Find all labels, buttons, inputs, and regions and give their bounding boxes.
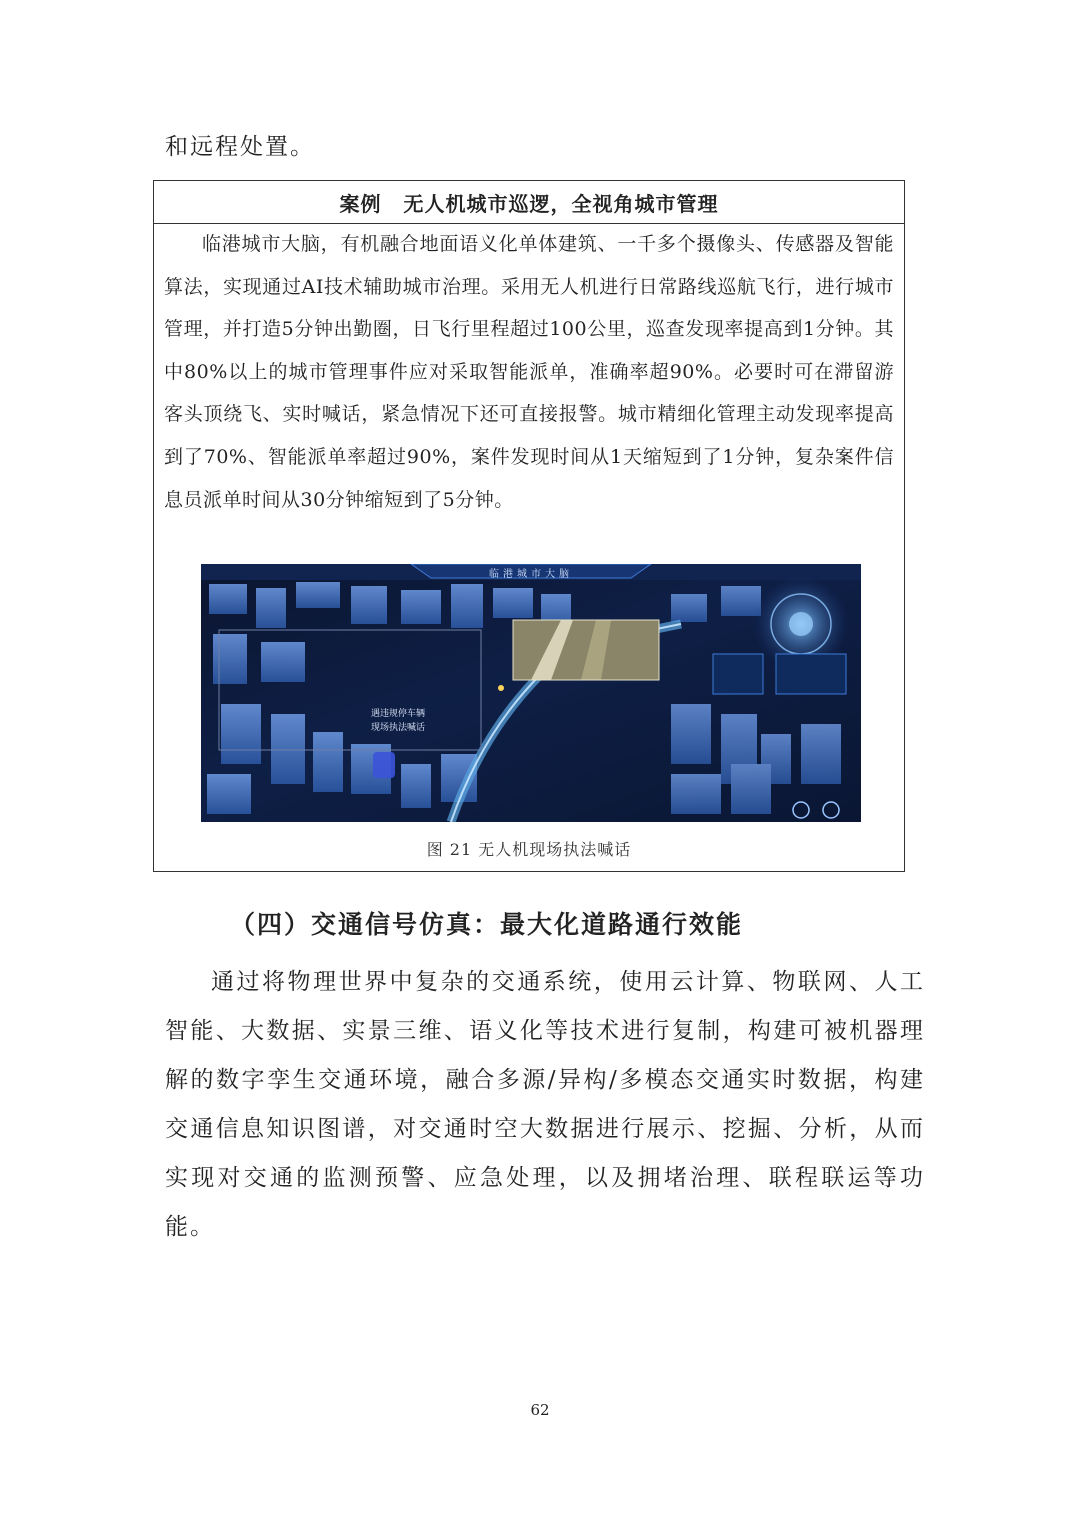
lead-text: 和远程处置。 xyxy=(165,134,315,160)
page-number: 62 xyxy=(530,1401,550,1419)
case-title: 无人机城市巡逻，全视角城市管理 xyxy=(403,191,719,216)
case-box xyxy=(153,180,905,872)
case-body: 临港城市大脑，有机融合地面语义化单体建筑、一千多个摄像头、传感器及智能算法，实现通过AI技术辅助城市治理。采用无人机进行日常路线巡航飞行，进行城市管理，并打造5分钟出勤圈，日飞行里程超过100公里，巡查发现率提高到1分钟。其中80%以上的城市管理事件应对采取智能派单，准确率超90%。必要时可在滞留游客头顶绕飞、实时喊话，紧急情况下还可直接报警。城市精细化管理主动发现率提高到了70%、智能派单率超过90%，案件发现时间从1天缩短到了1分钟，复杂案件信息员派单时间从30分钟缩短到了5分钟。 xyxy=(164,233,894,511)
case-title-row xyxy=(154,181,904,224)
city-scene-graphic xyxy=(201,564,861,822)
overlay-text-2: 现场执法喊话 xyxy=(371,723,426,733)
case-label: 案例 xyxy=(339,191,382,216)
section-heading: （四）交通信号仿真：最大化道路通行效能 xyxy=(230,910,744,939)
section-body: 通过将物理世界中复杂的交通系统，使用云计算、物联网、人工智能、大数据、实景三维、语义化等技术进行复制，构建可被机器理解的数字孪生交通环境，融合多源/异构/多模态交通实时数据，构建交通信息知识图谱，对交通时空大数据进行展示、挖掘、分析，从而实现对交通的监测预警、应急处理，以及拥堵治理、联程联运等功能。 xyxy=(165,969,925,1240)
screen-title: 临港城市大脑 xyxy=(489,569,573,580)
figure-drone-screen xyxy=(201,564,861,822)
overlay-text-1: 遇违规停车辆 xyxy=(371,709,426,719)
figure-caption: 图 21 无人机现场执法喊话 xyxy=(426,840,632,859)
